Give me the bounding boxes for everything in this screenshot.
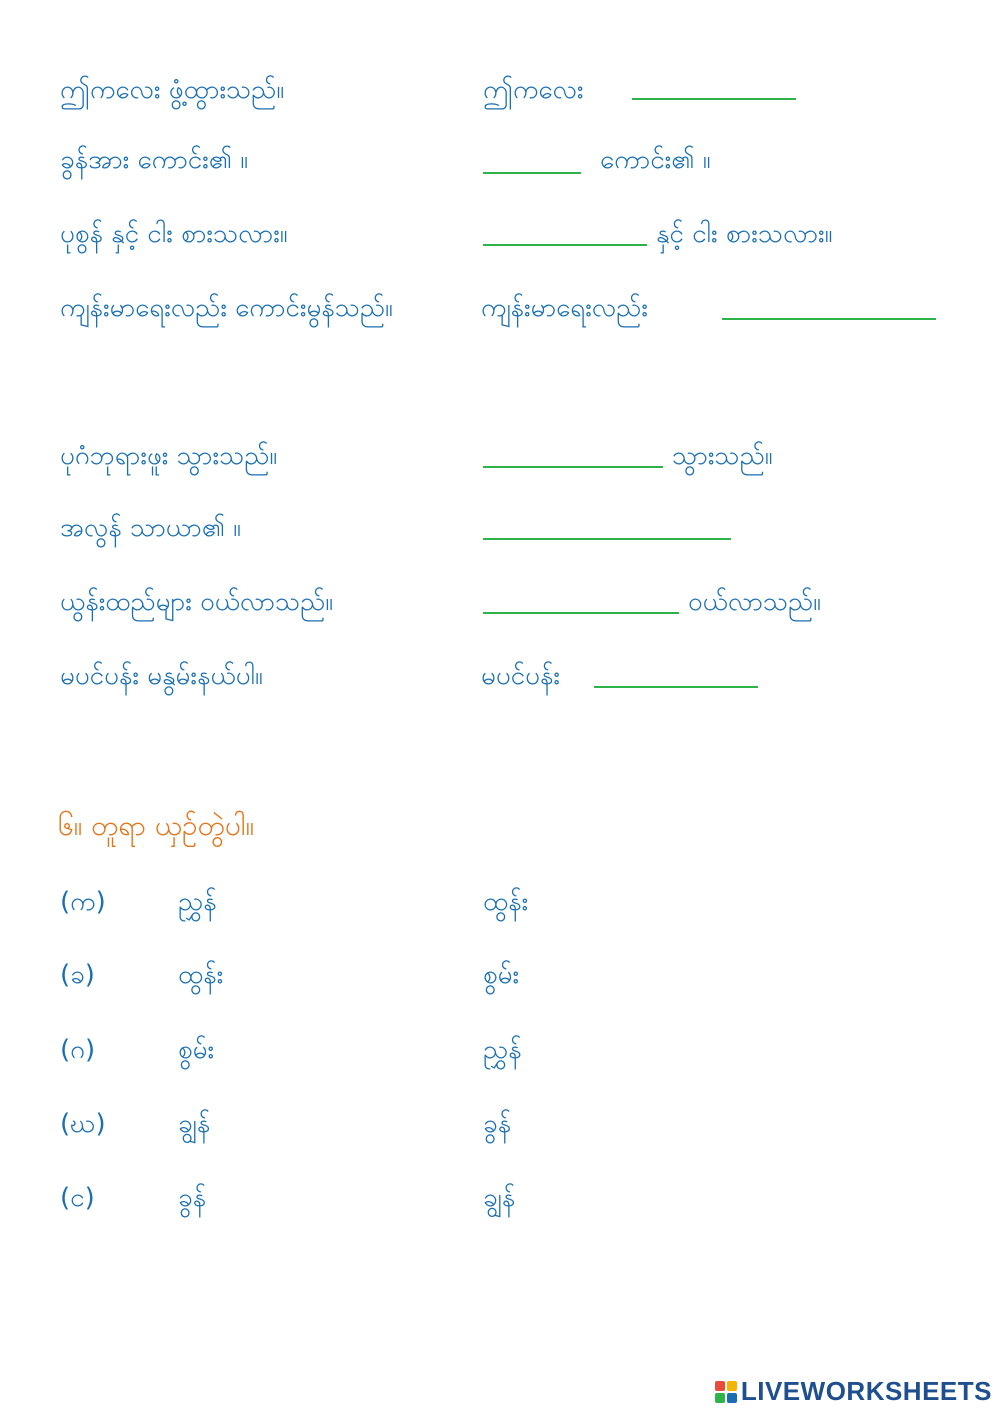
sentence-1: ဤကလေး ဖွံ့ထွားသည်။ bbox=[60, 75, 285, 105]
blank-input-1[interactable] bbox=[632, 98, 796, 100]
match-left-5[interactable]: ခွန် bbox=[178, 1183, 207, 1213]
match-right-5[interactable]: ချွန် bbox=[483, 1183, 516, 1213]
match-left-1[interactable]: ညွှန် bbox=[178, 887, 217, 917]
answer-1-prefix: ဤကလေး bbox=[483, 75, 584, 105]
answer-3-suffix: နှင့် ငါး စားသလား။ bbox=[656, 219, 833, 249]
match-left-2[interactable]: ထွန်း bbox=[178, 960, 224, 990]
liveworksheets-brand bbox=[715, 1376, 992, 1407]
match-label-1: (က) bbox=[60, 887, 106, 917]
answer-2-suffix: ကောင်း၏ ။ bbox=[600, 145, 711, 175]
blank-input-2[interactable] bbox=[483, 172, 581, 174]
sentence-2: ခွန်အား ကောင်း၏ ။ bbox=[60, 145, 249, 175]
blank-input-4[interactable] bbox=[722, 318, 936, 320]
match-right-4[interactable]: ခွန် bbox=[483, 1109, 512, 1139]
sentence-4: ကျန်းမာရေးလည်း ကောင်းမွန်သည်။ bbox=[60, 293, 393, 323]
answer-7-suffix: ဝယ်လာသည်။ bbox=[688, 587, 822, 617]
blank-input-7[interactable] bbox=[483, 612, 679, 614]
match-label-5: (င) bbox=[60, 1183, 95, 1213]
match-label-3: (ဂ) bbox=[60, 1035, 96, 1065]
match-right-2[interactable]: စွမ်း bbox=[483, 960, 520, 990]
match-right-1[interactable]: ထွန်း bbox=[483, 887, 529, 917]
sentence-8: မပင်ပန်း မနွမ်းနယ်ပါ။ bbox=[60, 661, 263, 691]
sentence-6: အလွန် သာယာ၏ ။ bbox=[60, 513, 242, 543]
match-right-3[interactable]: ညွှန် bbox=[483, 1035, 522, 1065]
match-label-2: (ခ) bbox=[60, 960, 95, 990]
match-left-3[interactable]: စွမ်း bbox=[178, 1035, 215, 1065]
brand-name: LIVEWORKSHEETS bbox=[740, 1376, 992, 1406]
blank-input-8[interactable] bbox=[594, 686, 758, 688]
answer-4-prefix: ကျန်းမာရေးလည်း bbox=[481, 293, 648, 323]
liveworksheets-logo-icon bbox=[715, 1381, 737, 1403]
match-left-4[interactable]: ချွန် bbox=[178, 1109, 211, 1139]
sentence-7: ယွန်းထည်များ ဝယ်လာသည်။ bbox=[60, 587, 334, 617]
blank-input-6[interactable] bbox=[483, 538, 731, 540]
sentence-5: ပုဂံဘုရားဖူး သွားသည်။ bbox=[60, 441, 278, 471]
answer-5-suffix: သွားသည်။ bbox=[672, 441, 773, 471]
blank-input-3[interactable] bbox=[483, 244, 647, 246]
match-label-4: (ဃ) bbox=[60, 1109, 106, 1139]
answer-8-prefix: မပင်ပန်း bbox=[481, 661, 560, 691]
sentence-3: ပုစွန် နှင့် ငါး စားသလား။ bbox=[60, 219, 288, 249]
exercise-2-heading: ၆။ တူရာ ယှဉ်တွဲပါ။ bbox=[58, 809, 255, 842]
blank-input-5[interactable] bbox=[483, 466, 663, 468]
